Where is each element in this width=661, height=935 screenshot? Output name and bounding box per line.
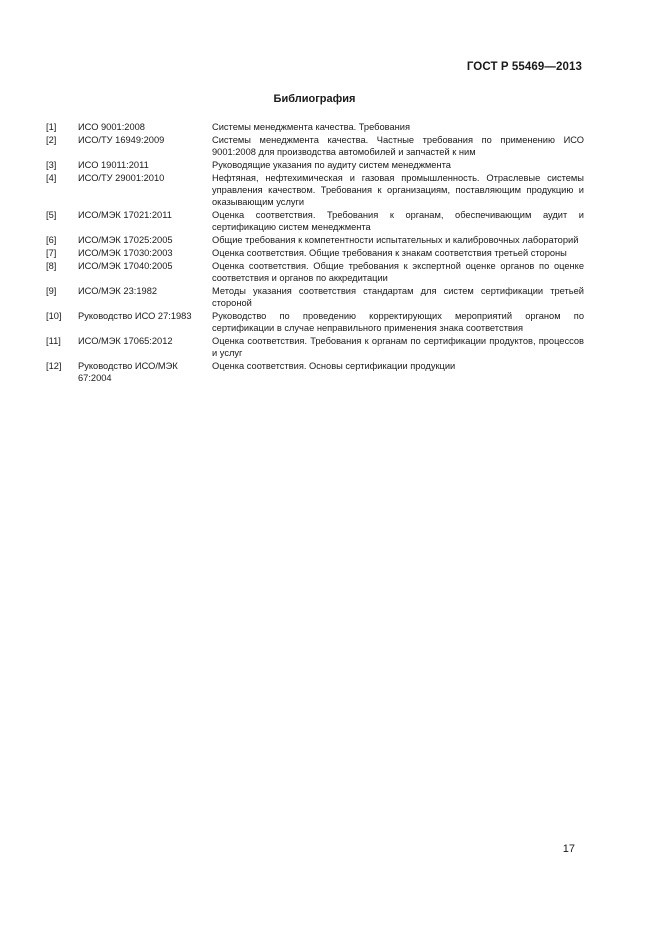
bibliography-entry	[46, 260, 584, 285]
entry-title: Руководство по проведению корректирующих мероприятий органом по сертификации в случае неправильного применения знака соответствия	[212, 311, 584, 333]
entry-title: Общие требования к компетентности испытательных и калибровочных лабораторий	[212, 235, 579, 245]
bibliography-entry	[46, 310, 584, 335]
entry-reference: ИСО/МЭК 17025:2005	[78, 235, 173, 245]
page-number: 17	[562, 843, 575, 855]
entry-number: [3]	[46, 160, 57, 170]
entry-number: [8]	[46, 261, 57, 271]
entry-reference: ИСО/ТУ 29001:2010	[78, 173, 165, 183]
document-code: ГОСТ Р 55469—2013	[466, 61, 582, 73]
bibliography-entry	[46, 285, 584, 310]
entry-title: Системы менеджмента качества. Требования	[212, 122, 411, 132]
bibliography-entry	[46, 121, 584, 134]
bibliography-entry	[46, 159, 584, 172]
entry-reference: ИСО/ТУ 16949:2009	[78, 135, 165, 145]
entry-number: [1]	[46, 122, 57, 132]
entry-reference: ИСО/МЭК 17021:2011	[78, 210, 172, 220]
entry-title: Руководящие указания по аудиту систем менеджмента	[212, 160, 451, 170]
bibliography-entry	[46, 134, 584, 159]
bibliography-entry	[46, 209, 584, 234]
entry-reference: ИСО/МЭК 23:1982	[78, 286, 158, 296]
bibliography-entry	[46, 247, 584, 260]
bibliography-entry	[46, 234, 584, 247]
entry-number: [5]	[46, 210, 57, 220]
entry-title: Системы менеджмента качества. Частные требования по применению ИСО 9001:2008 для производства автомобилей и запчастей к ним	[212, 135, 584, 157]
entry-number: [2]	[46, 135, 57, 145]
entry-number: [12]	[46, 361, 62, 371]
entry-number: [4]	[46, 173, 57, 183]
entry-title: Оценка соответствия. Общие требования к знакам соответствия третьей стороны	[212, 248, 567, 258]
entry-title: Оценка соответствия. Основы сертификации продукции	[212, 361, 456, 371]
entry-title: Оценка соответствия. Требования к органам по сертификации продуктов, процессов и услуг	[212, 336, 584, 358]
entry-reference: ИСО/МЭК 17065:2012	[78, 336, 173, 346]
entry-reference: ИСО/МЭК 17040:2005	[78, 261, 173, 271]
entry-reference: Руководство ИСО 27:1983	[78, 311, 192, 321]
page-title: Библиография	[273, 93, 356, 105]
entry-title: Нефтяная, нефтехимическая и газовая промышленность. Отраслевые системы управления качеством. Требования к организациям, поставляющим продукцию и оказывающим услуги	[212, 173, 584, 207]
entry-number: [11]	[46, 336, 61, 346]
entry-title: Методы указания соответствия стандартам для систем сертификации третьей стороной	[212, 286, 584, 308]
entry-number: [9]	[46, 286, 57, 296]
entry-reference: ИСО 19011:2011	[78, 160, 149, 170]
entry-title: Оценка соответствия. Общие требования к экспертной оценке органов по оценке соответствия и органов по аккредитации	[212, 261, 584, 283]
entry-reference: ИСО 9001:2008	[78, 122, 145, 132]
bibliography-list	[46, 121, 584, 385]
entry-title: Оценка соответствия. Требования к органам, обеспечивающим аудит и сертификацию систем менеджмента	[212, 210, 584, 232]
entry-reference: ИСО/МЭК 17030:2003	[78, 248, 173, 258]
entry-number: [7]	[46, 248, 57, 258]
entry-number: [6]	[46, 235, 57, 245]
bibliography-entry	[46, 360, 584, 385]
bibliography-entry	[46, 335, 584, 360]
bibliography-entry	[46, 172, 584, 209]
entry-reference: Руководство ИСО/МЭК 67:2004	[78, 361, 178, 383]
entry-number: [10]	[46, 311, 62, 321]
